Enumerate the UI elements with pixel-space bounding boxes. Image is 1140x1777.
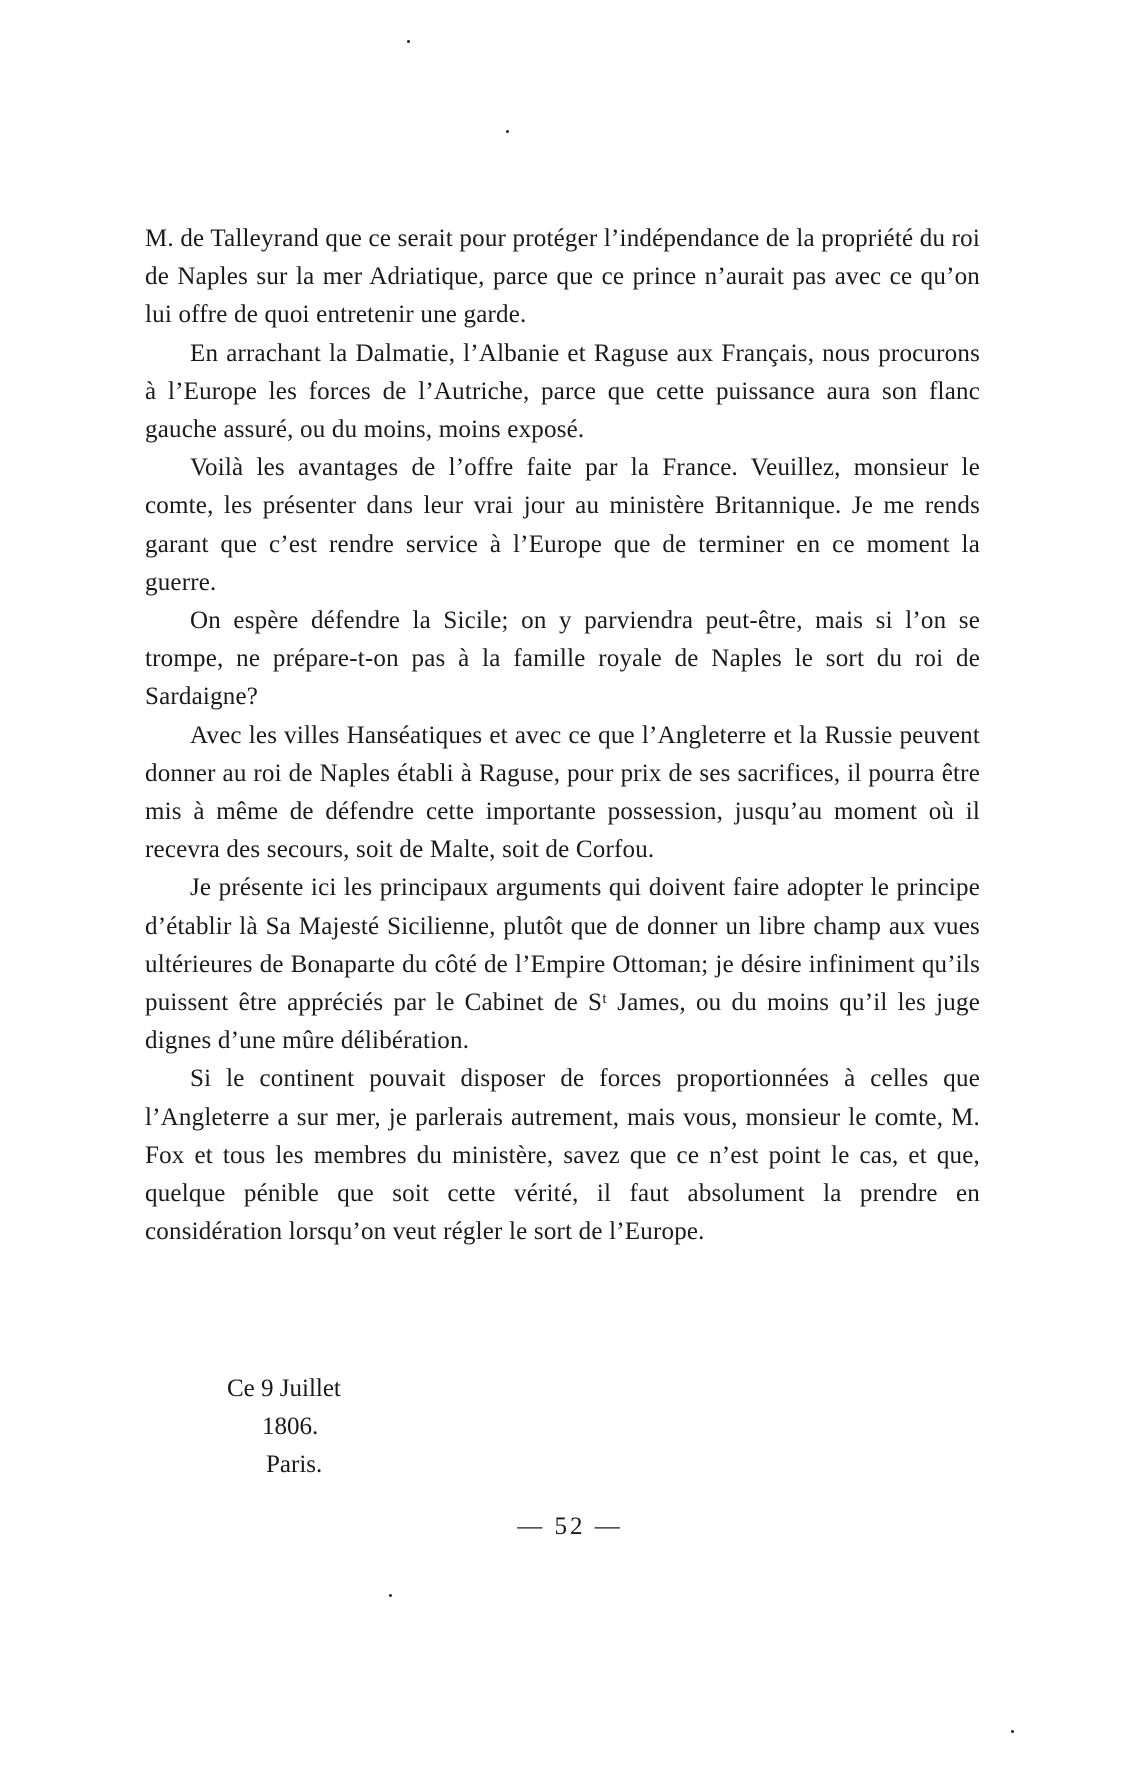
letter-body <box>145 220 980 1251</box>
dateline-year: 1806. <box>262 1413 319 1441</box>
speck <box>389 1594 392 1597</box>
paragraph-3: Voilà les avantages de l’offre faite par la France. Veuillez, monsieur le comte, les présenter dans leur vrai jour au ministère Britannique. Je me rends garant que c’est rendre service à l’Europe que de terminer en ce moment la guerre. <box>145 454 980 596</box>
speck <box>407 40 410 43</box>
dateline <box>227 1370 341 1485</box>
paragraph-4: On espère défendre la Sicile; on y parviendra peut-être, mais si l’on se trompe, ne prépare-t-on pas à la famille royale de Naples le sort du roi de Sardaigne? <box>145 607 980 711</box>
dateline-place: Paris. <box>266 1451 323 1479</box>
paragraph-7: Si le continent pouvait disposer de forces proportionnées à celles que l’Angleterre a sur mer, je parlerais autrement, mais vous, monsieur le comte, M. Fox et tous les membres du ministère, savez que ce n’est point le cas, et que, quelque pénible que soit cette vérité, il faut absolument la prendre en considération lorsqu’on veut régler le sort de l’Europe. <box>145 1065 980 1246</box>
page-number: — 52 — <box>517 1513 623 1540</box>
speck <box>1011 1730 1014 1733</box>
speck <box>506 130 509 133</box>
paragraph-1: M. de Talleyrand que ce serait pour protéger l’indépendance de la propriété du roi de Naples sur la mer Adriatique, parce que ce prince n’aurait pas avec ce qu’on lui offre de quoi entretenir une garde. <box>145 225 980 329</box>
paragraph-2: En arrachant la Dalmatie, l’Albanie et Raguse aux Français, nous procurons à l’Europe les forces de l’Autriche, parce que cette puissance aura son flanc gauche assuré, ou du moins, moins exposé. <box>145 339 980 444</box>
paragraph-5: Avec les villes Hanséatiques et avec ce que l’Angleterre et la Russie peuvent donner au roi de Naples établi à Raguse, pour prix de ses sacrifices, il pourra être mis à même de défendre cette importante possession, jusqu’au moment où il recevra des secours, soit de Malte, soit de Corfou. <box>145 721 980 864</box>
paragraph-6: Je présente ici les principaux arguments qui doivent faire adopter le principe d’établir là Sa Majesté Sicilienne, plutôt que de donner un libre champ aux vues ultérieures de Bonaparte du côté de l’Empire Ottoman; je désire infiniment qu’ils puissent être appréciés par le Cabinet de Sᵗ James, ou du moins qu’il les juge dignes d’une mûre délibération. <box>145 874 980 1055</box>
dateline-date: Ce 9 Juillet <box>227 1375 341 1402</box>
